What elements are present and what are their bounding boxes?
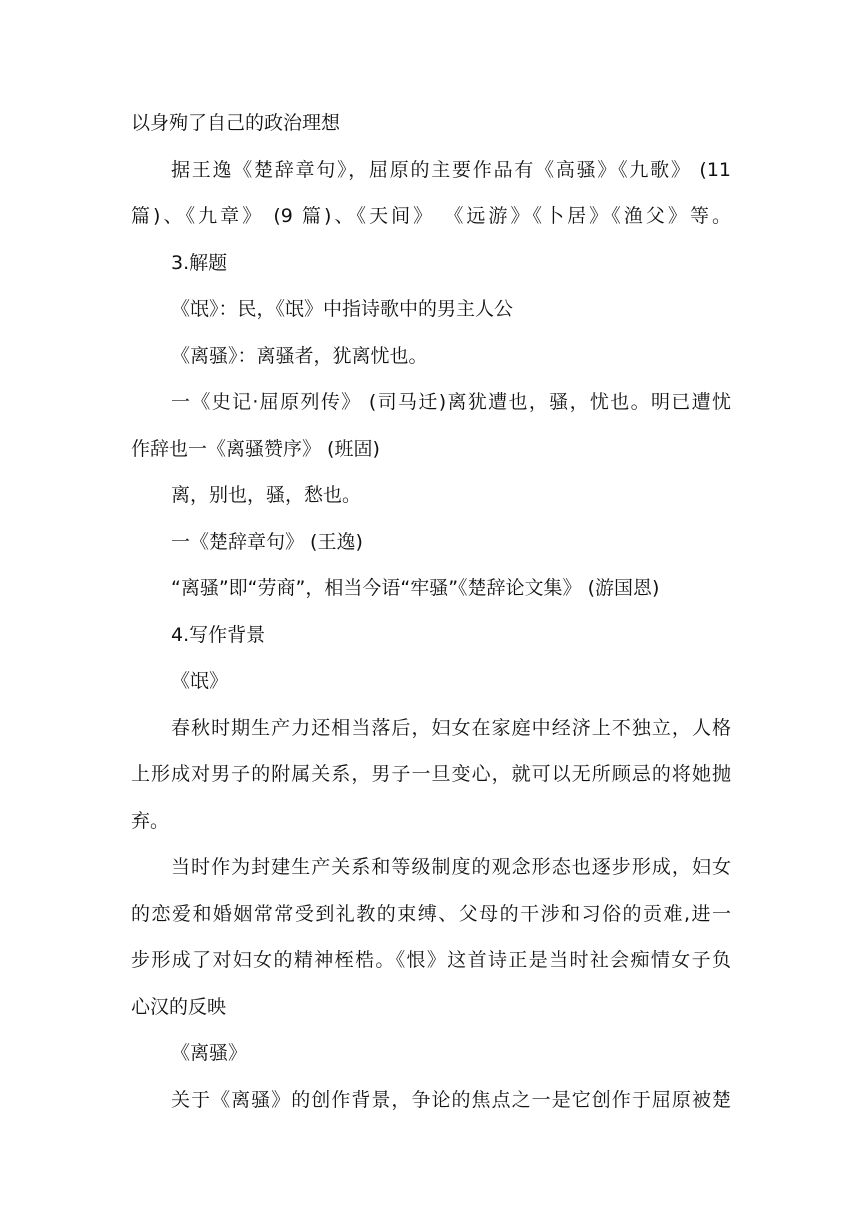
text-line-6: 《离骚》：离骚者，犹离忧也。 — [171, 344, 428, 367]
document-body — [131, 110, 731, 1133]
text-line-16: 弃。 — [131, 809, 170, 832]
text-line-17: 当时作为封建生产关系和等级制度的观念形态也逐步形成，妇女 — [171, 856, 731, 878]
text-line-18: 的恋爱和婚姻常常受到礼教的束缚、父母的干涉和习俗的贡难,进一 — [131, 902, 731, 925]
text-line-7: 一《史记·屈原列传》 (司马迁)离犹遭也，骚，忧也。明已遭忧 — [171, 391, 731, 413]
text-line-3: 篇)、《九章》 (9 篇)、《天间》 《远游》《卜居》《渔父》等。 — [131, 205, 731, 227]
section-heading-3: 3.解题 — [171, 251, 228, 274]
text-line-19: 步形成了对妇女的精神桎梏。《恨》这首诗正是当时社会痴情女子负 — [131, 949, 731, 971]
text-line-11: “离骚”即“劳商”，相当今语“牢骚”《楚辞论文集》 (游国恩) — [171, 577, 660, 599]
text-line-20: 心汉的反映 — [131, 995, 227, 1018]
text-line-22: 关于《离骚》的创作背景，争论的焦点之一是它创作于屈原被楚 — [171, 1088, 731, 1111]
section-heading-4: 4.写作背景 — [171, 623, 266, 646]
text-line-8: 作辞也一《离骚赞序》 (班固) — [131, 437, 380, 460]
text-line-9: 离，别也，骚，愁也。 — [171, 484, 362, 506]
text-line-10: 一《楚辞章句》 (王逸) — [171, 530, 363, 553]
text-line-5: 《氓》：民，《氓》中指诗歌中的男主人公 — [171, 298, 514, 320]
text-line-15: 上形成对男子的附属关系，男子一旦变心，就可以无所顾忌的将她抛 — [131, 763, 731, 785]
subheading-mang: 《氓》 — [171, 670, 229, 692]
subheading-lisao: 《离骚》 — [171, 1042, 248, 1064]
text-line-1: 以身殉了自己的政治理想 — [131, 112, 341, 134]
text-line-2: 据王逸《楚辞章句》，屈原的主要作品有《高骚》《九歌》 (11 — [171, 158, 731, 181]
text-line-14: 春秋时期生产力还相当落后，妇女在家庭中经济上不独立，人格 — [171, 716, 731, 739]
